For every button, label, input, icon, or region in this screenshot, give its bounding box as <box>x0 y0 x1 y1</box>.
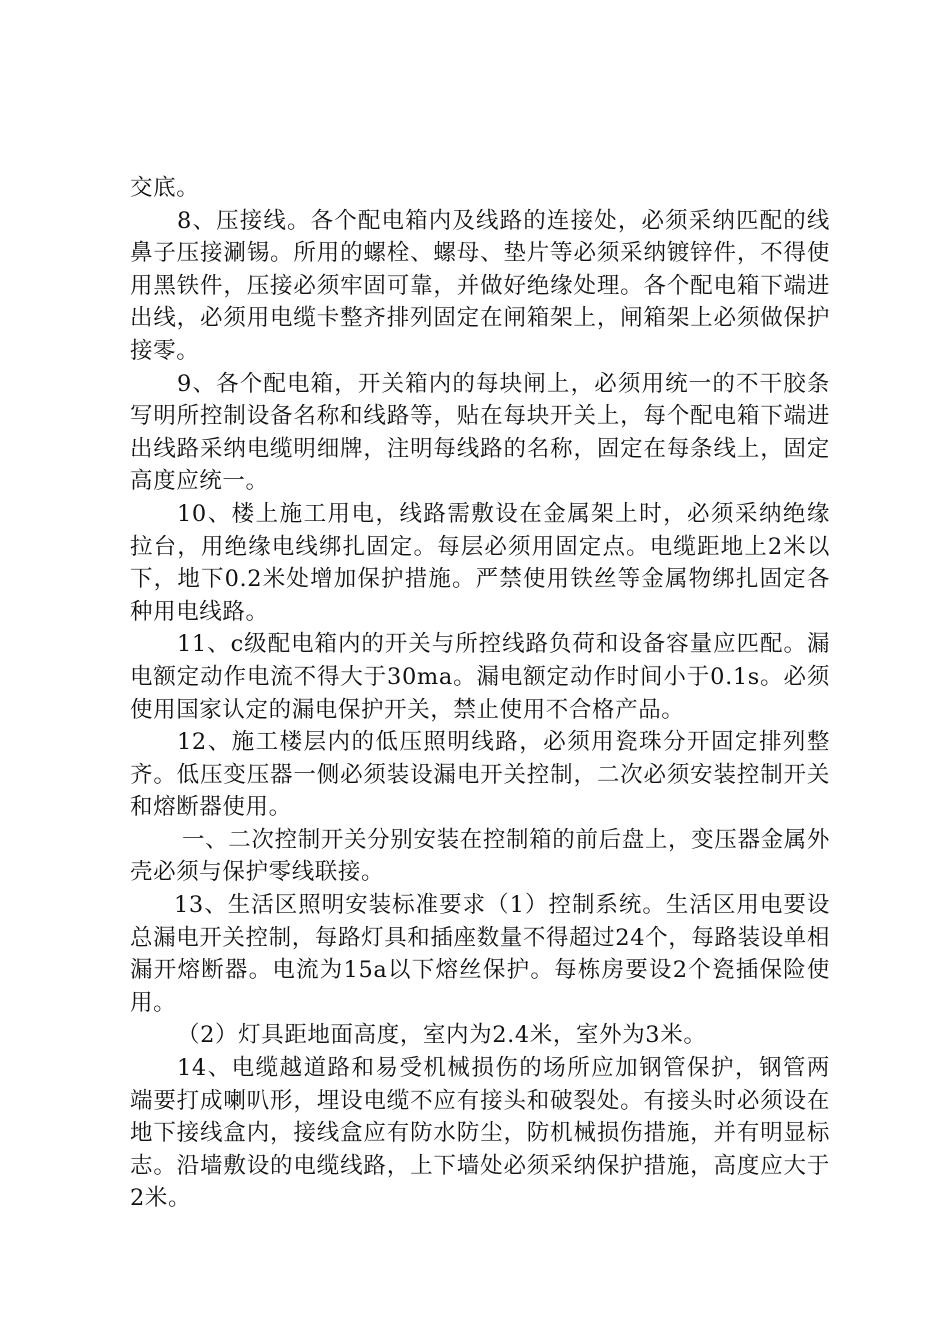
paragraph-continuation: 交底。 <box>130 175 200 201</box>
paragraph-item-10: 10、楼上施工用电，线路需敷设在金属架上时，必须采纳绝缘拉台，用绝缘电线绑扎固定。每层必须用固定点。电缆距地上2米以下，地下0.2米处增加保护措施。严禁使用铁丝等金属物绑扎固定各种用电线路。 <box>130 500 830 625</box>
paragraph-item-12: 12、施工楼层内的低压照明线路，必须用瓷珠分开固定排列整齐。低压变压器一侧必须装设漏电开关控制，二次必须安装控制开关和熔断器使用。 <box>130 729 830 821</box>
document-body <box>130 172 830 1215</box>
paragraph-item-12-sub: 一、二次控制开关分别安装在控制箱的前后盘上，变压器金属外壳必须与保护零线联接。 <box>130 826 830 886</box>
paragraph-item-8: 8、压接线。各个配电箱内及线路的连接处，必须采纳匹配的线鼻子压接涮锡。所用的螺栓、螺母、垫片等必须采纳镀锌件，不得使用黑铁件，压接必须牢固可靠，并做好绝缘处理。各个配电箱下端进出线，必须用电缆卡整齐排列固定在闸箱架上，闸箱架上必须做保护接零。 <box>130 207 830 364</box>
paragraph-item-9: 9、各个配电箱，开关箱内的每块闸上，必须用统一的不干胶条写明所控制设备名称和线路等，贴在每块开关上，每个配电箱下端进出线路采纳电缆明细牌，注明每线路的名称，固定在每条线上，固定高度应统一。 <box>130 370 830 495</box>
paragraph-item-11: 11、c级配电箱内的开关与所控线路负荷和设备容量应匹配。漏电额定动作电流不得大于30ma。漏电额定动作时间小于0.1s。必须使用国家认定的漏电保护开关，禁止使用不合格产品。 <box>130 631 830 723</box>
paragraph-item-13-sub: （2）灯具距地面高度，室内为2.4米，室外为3米。 <box>177 1022 707 1049</box>
paragraph-item-14: 14、电缆越道路和易受机械损伤的场所应加钢管保护，钢管两端要打成喇叭形，埋设电缆不应有接头和破裂处。有接头时必须设在地下接线盒内，接线盒应有防水防尘，防机械损伤措施，并有明显标志。沿墙敷设的电缆线路，上下墙处必须采纳保护措施，高度应大于2米。 <box>130 1055 830 1212</box>
paragraph-item-13: 13、生活区照明安装标准要求（1）控制系统。生活区用电要设总漏电开关控制，每路灯具和插座数量不得超过24个，每路装设单相漏开熔断器。电流为15a以下熔丝保护。每栋房要设2个瓷插保险使用。 <box>130 892 830 1016</box>
